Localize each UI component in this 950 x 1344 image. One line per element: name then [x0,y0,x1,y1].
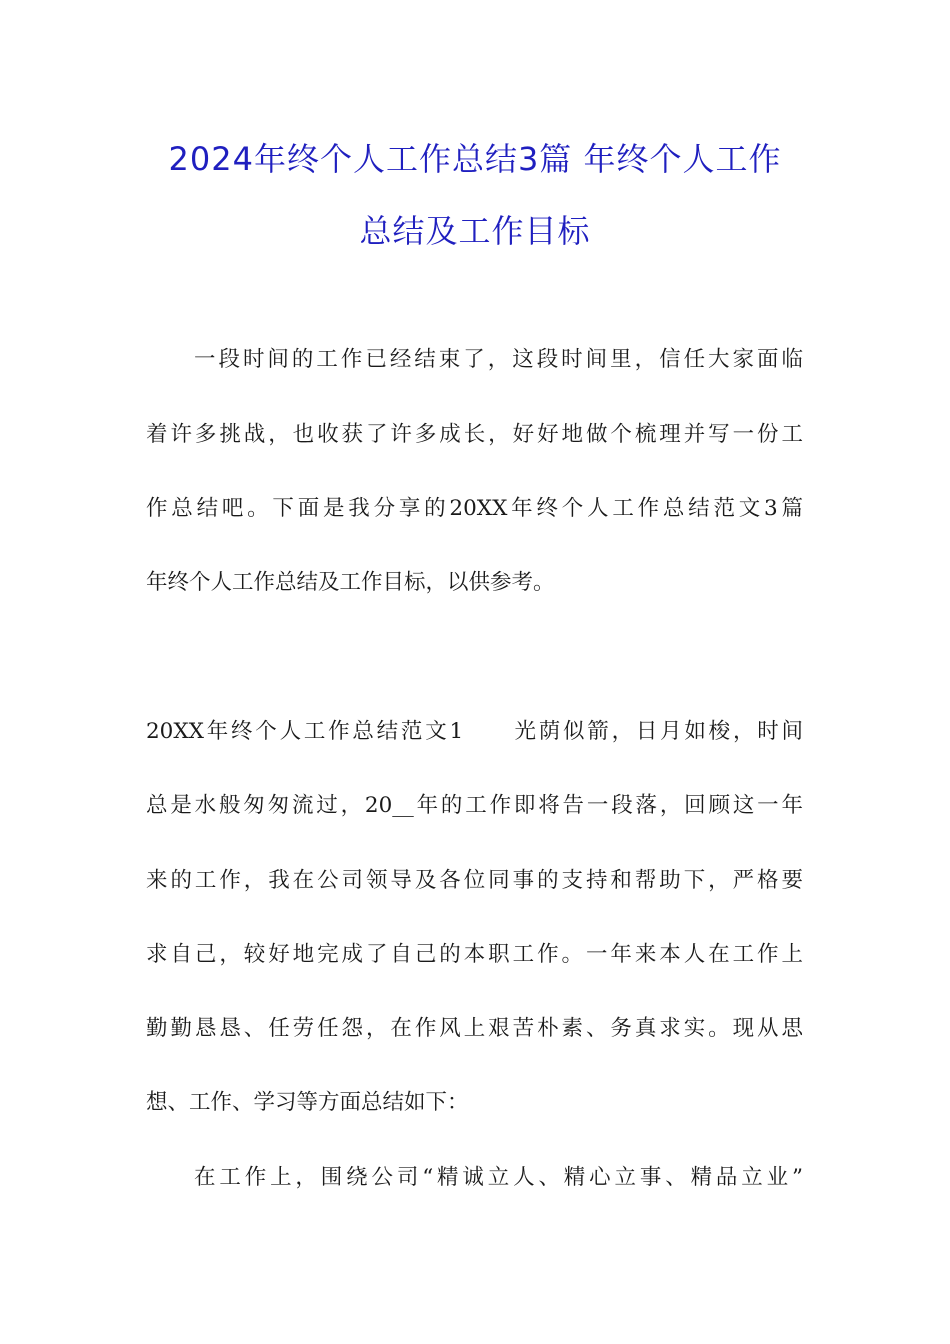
paragraph-line: 在工作上，围绕公司“精诚立人、精心立事、精品立业” [194,1165,803,1190]
paragraph-line: 求自己，较好地完成了自己的本职工作。一年来本人在工作上 [146,942,803,967]
paragraph-line: 年终个人工作总结及工作目标，以供参考。 [146,570,555,595]
paragraph-line: 着许多挑战，也收获了许多成长，好好地做个梳理并写一份工 [146,422,803,447]
document-title-line-1: 2024年终个人工作总结3篇 年终个人工作 [168,140,782,178]
section-heading-line: 20XX年终个人工作总结范文1 光荫似箭，日月如梭，时间 [146,719,803,744]
paragraph-line: 勤勤恳恳、任劳任怨，在作风上艰苦朴素、务真求实。现从思 [146,1016,803,1041]
paragraph-line: 想、工作、学习等方面总结如下： [146,1090,469,1115]
paragraph-line: 总是水般匆匆流过，20__年的工作即将告一段落，回顾这一年 [146,793,803,818]
document-title-line-2: 总结及工作目标 [359,212,591,250]
paragraph-line: 作总结吧。下面是我分享的20XX年终个人工作总结范文3篇 [146,496,803,521]
paragraph-line: 一段时间的工作已经结束了，这段时间里，信任大家面临 [194,347,803,372]
paragraph-line: 来的工作，我在公司领导及各位同事的支持和帮助下，严格要 [146,868,803,893]
